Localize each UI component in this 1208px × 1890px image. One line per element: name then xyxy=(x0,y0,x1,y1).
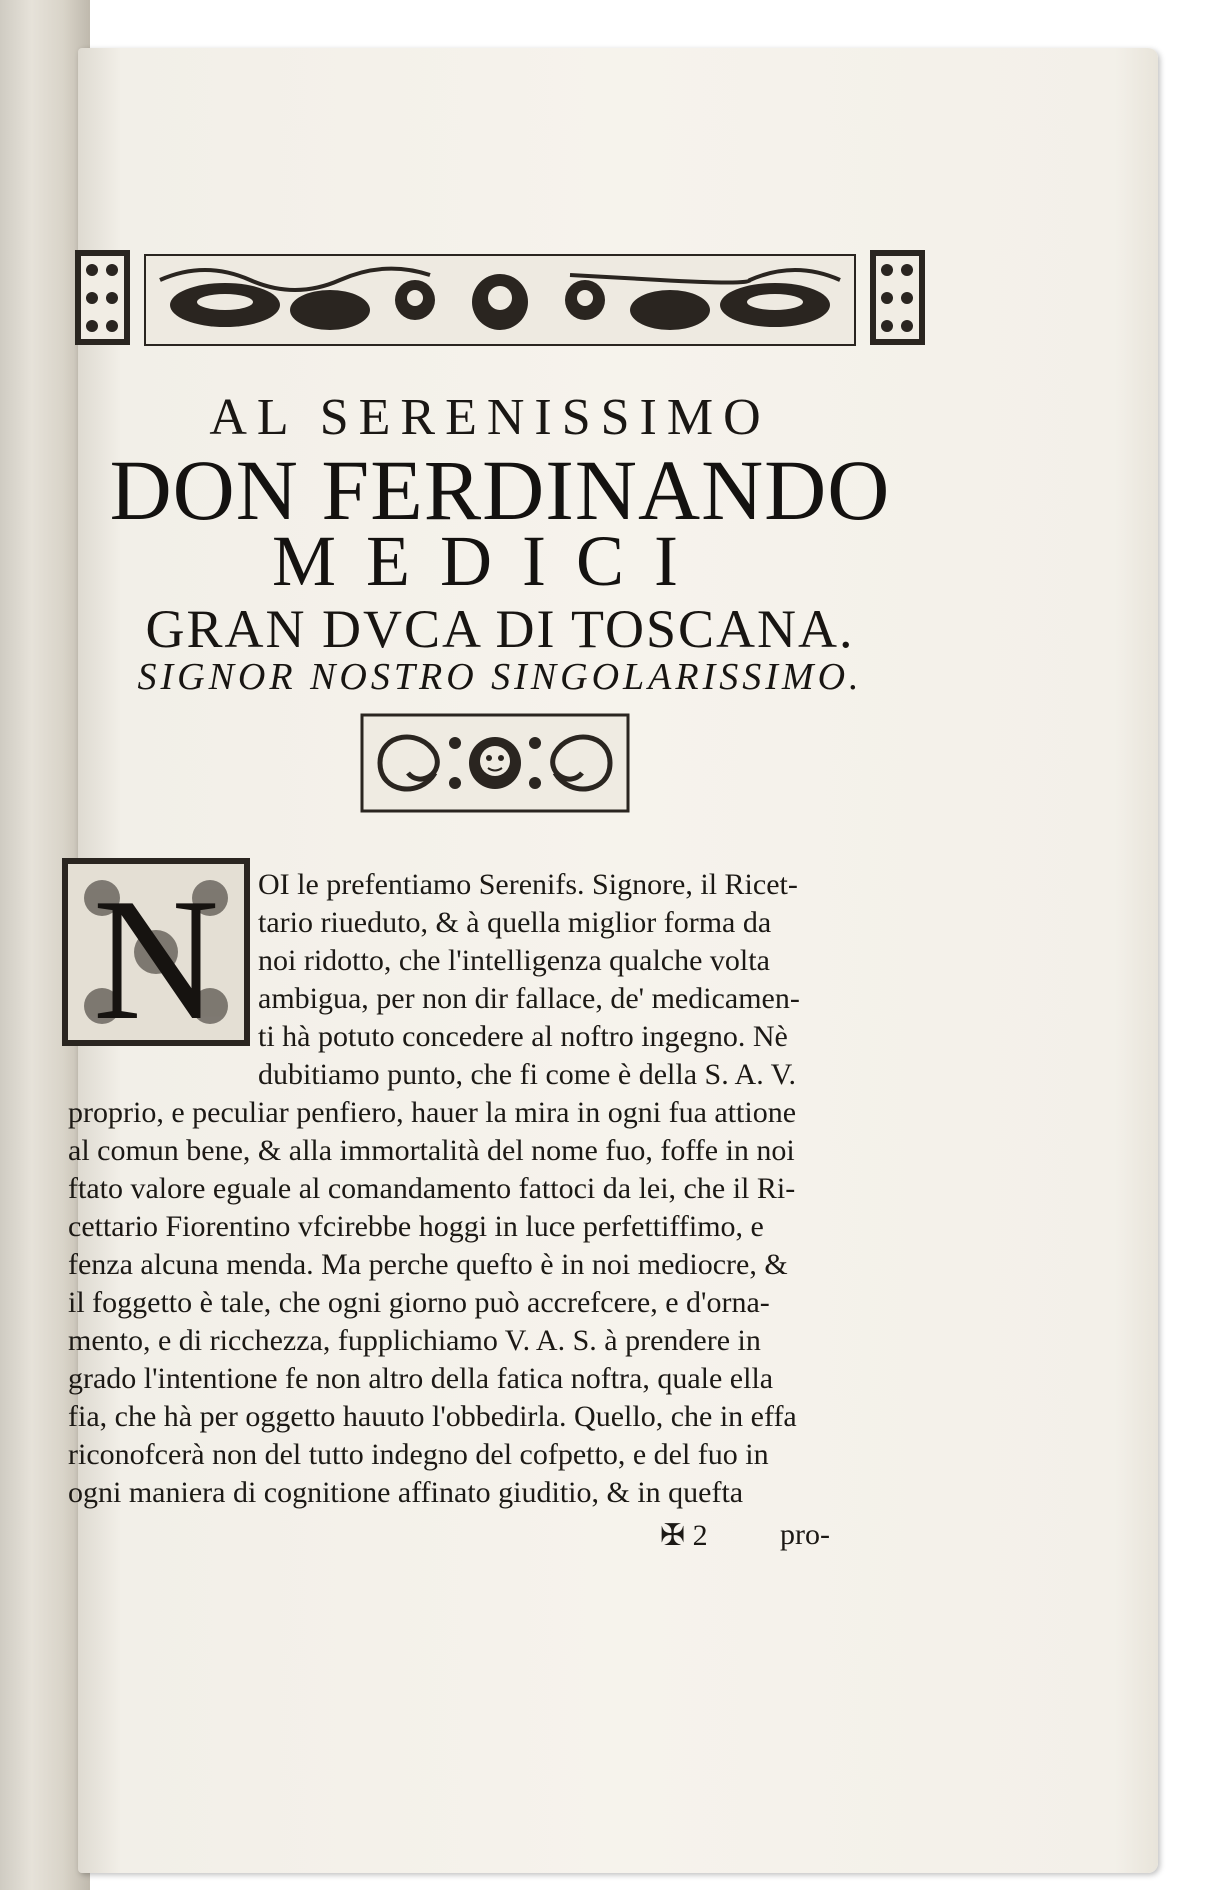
fleuron-ornament xyxy=(360,713,630,813)
body-line-15: fia, che hà per oggetto hauuto l'obbedirla. Quello, che in effa xyxy=(68,1400,797,1433)
dedication-title: GRAN DVCA DI TOSCANA. xyxy=(145,599,855,659)
fleuron-drawing xyxy=(360,713,630,813)
body-line-9: ftato valore eguale al comandamento fattoci da lei, che il Ri- xyxy=(68,1172,796,1205)
initial-drawing xyxy=(62,858,250,1046)
body-line-3: noi ridotto, che l'intelligenza qualche volta xyxy=(258,944,770,977)
body-line-6: dubitiamo punto, che fi come è della S. A. V. xyxy=(258,1058,796,1091)
body-line-4: ambigua, per non dir fallace, de' medicamen- xyxy=(258,982,800,1015)
body-line-12: il foggetto è tale, che ogni giorno può accrefcere, e d'orna- xyxy=(68,1286,770,1319)
body-line-14: grado l'intentione fe non altro della fatica noftra, quale ella xyxy=(68,1362,774,1395)
body-line-8: al comun bene, & alla immortalità del nome fuo, foffe in noi xyxy=(68,1134,795,1167)
dedication-name: DON FERDINANDO xyxy=(109,442,891,538)
initial-letter: N xyxy=(92,862,220,1046)
body-line-1: OI le prefentiamo Serenifs. Signore, il Ricet- xyxy=(258,868,798,901)
body-line-2: tario riueduto, & à quella miglior forma da xyxy=(258,906,772,939)
dedication-family: MEDICI xyxy=(272,521,708,601)
dedication-subtitle: SIGNOR NOSTRO SINGOLARISSIMO. xyxy=(137,656,863,698)
body-line-16: riconofcerà non del tutto indegno del cofpetto, e del fuo in xyxy=(68,1438,769,1471)
body-line-5: ti hà potuto concedere al noftro ingegno. Nè xyxy=(258,1020,788,1053)
dedication-line-1: AL SERENISSIMO xyxy=(209,389,771,446)
body-line-11: fenza alcuna menda. Ma perche quefto è in noi mediocre, & xyxy=(68,1248,788,1281)
decorated-initial-N xyxy=(62,858,250,1046)
signature-mark: ✠ 2 xyxy=(660,1519,708,1552)
body-line-7: proprio, e peculiar penfiero, hauer la mira in ogni fua attione xyxy=(68,1096,797,1129)
woodcut-headpiece-ornament xyxy=(75,250,925,375)
headpiece-drawing xyxy=(75,250,925,375)
body-line-13: mento, e di ricchezza, fupplichiamo V. A. S. à prendere in xyxy=(68,1324,761,1357)
catchword: pro- xyxy=(780,1518,830,1551)
body-line-10: cettario Fiorentino vfcirebbe hoggi in luce perfettiffimo, e xyxy=(68,1210,764,1243)
body-line-17: ogni maniera di cognitione affinato giuditio, & in quefta xyxy=(68,1476,744,1509)
